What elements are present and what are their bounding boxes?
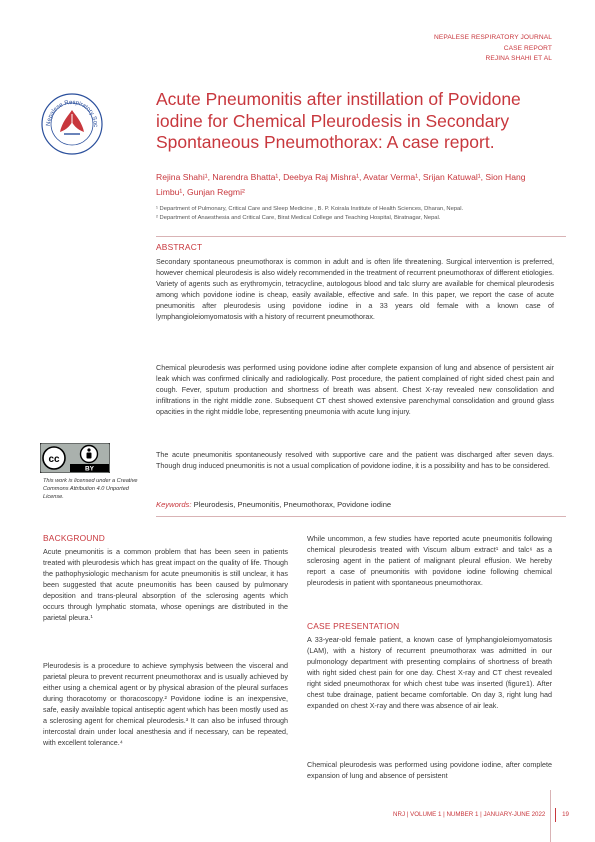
creative-commons-badge[interactable]	[40, 443, 110, 473]
background-paragraph-1: Acute pneumonitis is a common problem that has been seen in patients treated with pleurodesis which has great impact on the quality of life. Though the pathophysiologic mechanism for acute pneumonitis is still unclear, it has been suggested that acute pneumonitis has been caused by pulmonary deposition and trans-pleural absorption of the sclerosing agents which occurs through lymphatic stomata, whose openings are distributed in the parietal pleura.¹	[43, 547, 288, 622]
abstract-heading: ABSTRACT	[156, 242, 203, 252]
abstract-paragraph-2: Chemical pleurodesis was performed using povidone iodine after complete expansion of lung and absence of persistent air leak which was confirmed clinically and radiologically. Post procedure, the patient complained of right sided chest pain and cough. Fever, sputum production and shortness of breath was absent. Chest X-ray revealed new consolidation and infiltrations in the right middle zone. Subsequent CT chest showed extensive parenchymal consolidation and ground glass opacities in the right middle lobe, representing pneumonia with acute lung injury.	[156, 363, 554, 416]
logo-ring-text: Nepalese Respiratory Soc	[45, 99, 99, 128]
license-note: This work is licensed under a Creative Commons Attribution 4.0 Unported License.	[43, 478, 138, 500]
affiliation-1: ¹ Department of Pulmonary, Critical Care and Sleep Medicine , B. P. Koirala Institute of Health Sciences, Dharan, Nepal.	[156, 206, 464, 212]
abstract-bottom-rule	[156, 516, 566, 517]
case-paragraph-1: A 33-year-old female patient, a known case of lymphangioleiomyomatosis (LAM), with a history of recurrent pneumothorax was admitted in our pulmonology department with presenting complains of shortness of breath with right sided chest pain for one day. Chest X-ray and CT chest revealed right sided pneumothorax for which chest tube was inserted (figure1). After chest tube drainage, patient became comfortable. On day 3, right lung had expanded on chest X-ray and there was absence of air leak.	[307, 635, 552, 710]
page-number: 19	[555, 808, 569, 822]
affiliations	[156, 205, 566, 223]
abstract-top-rule	[156, 236, 566, 237]
article-type: CASE REPORT	[503, 44, 552, 52]
author-list: Rejina Shahi¹, Narendra Bhatta¹, Deebya Raj Mishra¹, Avatar Verma¹, Srijan Katuwal¹, Sion Hang Limbu¹, Gunjan Regmi²	[156, 172, 526, 197]
journal-name: NEPALESE RESPIRATORY JOURNAL	[434, 34, 552, 41]
keywords	[156, 500, 391, 509]
right-intro-paragraph: While uncommon, a few studies have reported acute pneumonitis following chemical pleurodesis treated with Viscum album extract¹ and talc⁶ as a sclerosing agent in the patient of malignant pleural effusion. We hereby report a case of pneumonitis with povidone iodine following chemical pleurodesis in patient with spontaneous pneumothorax.	[307, 534, 552, 587]
abstract-paragraph-1: Secondary spontaneous pneumothorax is common in adult and is often life threatening. Surgical intervention is preferred, however chemical pleurodesis is also widely recommended in the treatment of recurrent pneumothorax of different etiologies. Variety of agents such as erythromycin, tetracycline, autologous blood and talc slurry are available for chemical pleurodesis among which povidone iodine is cheap, easily available, effective and safe. In this paper, we report the case of acute pneumonitis after pleurodesis using povidone iodine in a 33 years old female with a known case of lymphangioleiomyomatosis with a history of recurrent pneumothorax.	[156, 257, 554, 321]
keywords-text: Pleurodesis, Pneumonitis, Pneumothorax, Povidone iodine	[193, 500, 392, 509]
abstract-paragraph-3: The acute pneumonitis spontaneously resolved with supportive care and the patient was discharged after seven days. Though drug induced pneumonitis is not a usual complication of povidone iodine, it is a possibility and has to be considered.	[156, 450, 554, 470]
svg-text:cc: cc	[48, 454, 60, 465]
case-paragraph-2: Chemical pleurodesis was performed using povidone iodine, after complete expansion of lung and absence of persistent	[307, 760, 552, 780]
footer-journal-info: NRJ | VOLUME 1 | NUMBER 1 | JANUARY-JUNE 2022	[393, 811, 546, 818]
authors-short: REJINA SHAHI ET AL	[485, 55, 552, 62]
running-header	[434, 33, 552, 65]
cc-by-label: BY	[84, 465, 95, 473]
affiliation-2: ² Department of Anaesthesia and Critical Care, Birat Medical College and Teaching Hospital, Biratnagar, Nepal.	[156, 215, 441, 221]
page-footer	[393, 808, 569, 822]
case-heading: CASE PRESENTATION	[307, 621, 400, 631]
article-title: Acute Pneumonitis after instillation of Povidone iodine for Chemical Pleurodesis in Secondary Spontaneous Pneumothorax: A case report.	[156, 89, 521, 152]
background-heading: BACKGROUND	[43, 533, 106, 543]
background-paragraph-2: Pleurodesis is a procedure to achieve symphysis between the visceral and parietal pleura to prevent recurrent pneumothorax and is usually achieved by either using a chemical agent or by physical abrasion of the pleural surfaces during thoracotomy or thoracoscopy.² Povidone iodine is an inexpensive, safe, easily available topical antiseptic agent which has been mostly used as a sclerosing agent for chemical pleurodesis.³ It can also be infused through intercostal drain under local anesthesia and if necessary, can be repeated, with excellent tolerance.⁴	[43, 661, 288, 747]
keywords-label: Keywords:	[156, 500, 192, 509]
society-logo	[40, 92, 104, 156]
